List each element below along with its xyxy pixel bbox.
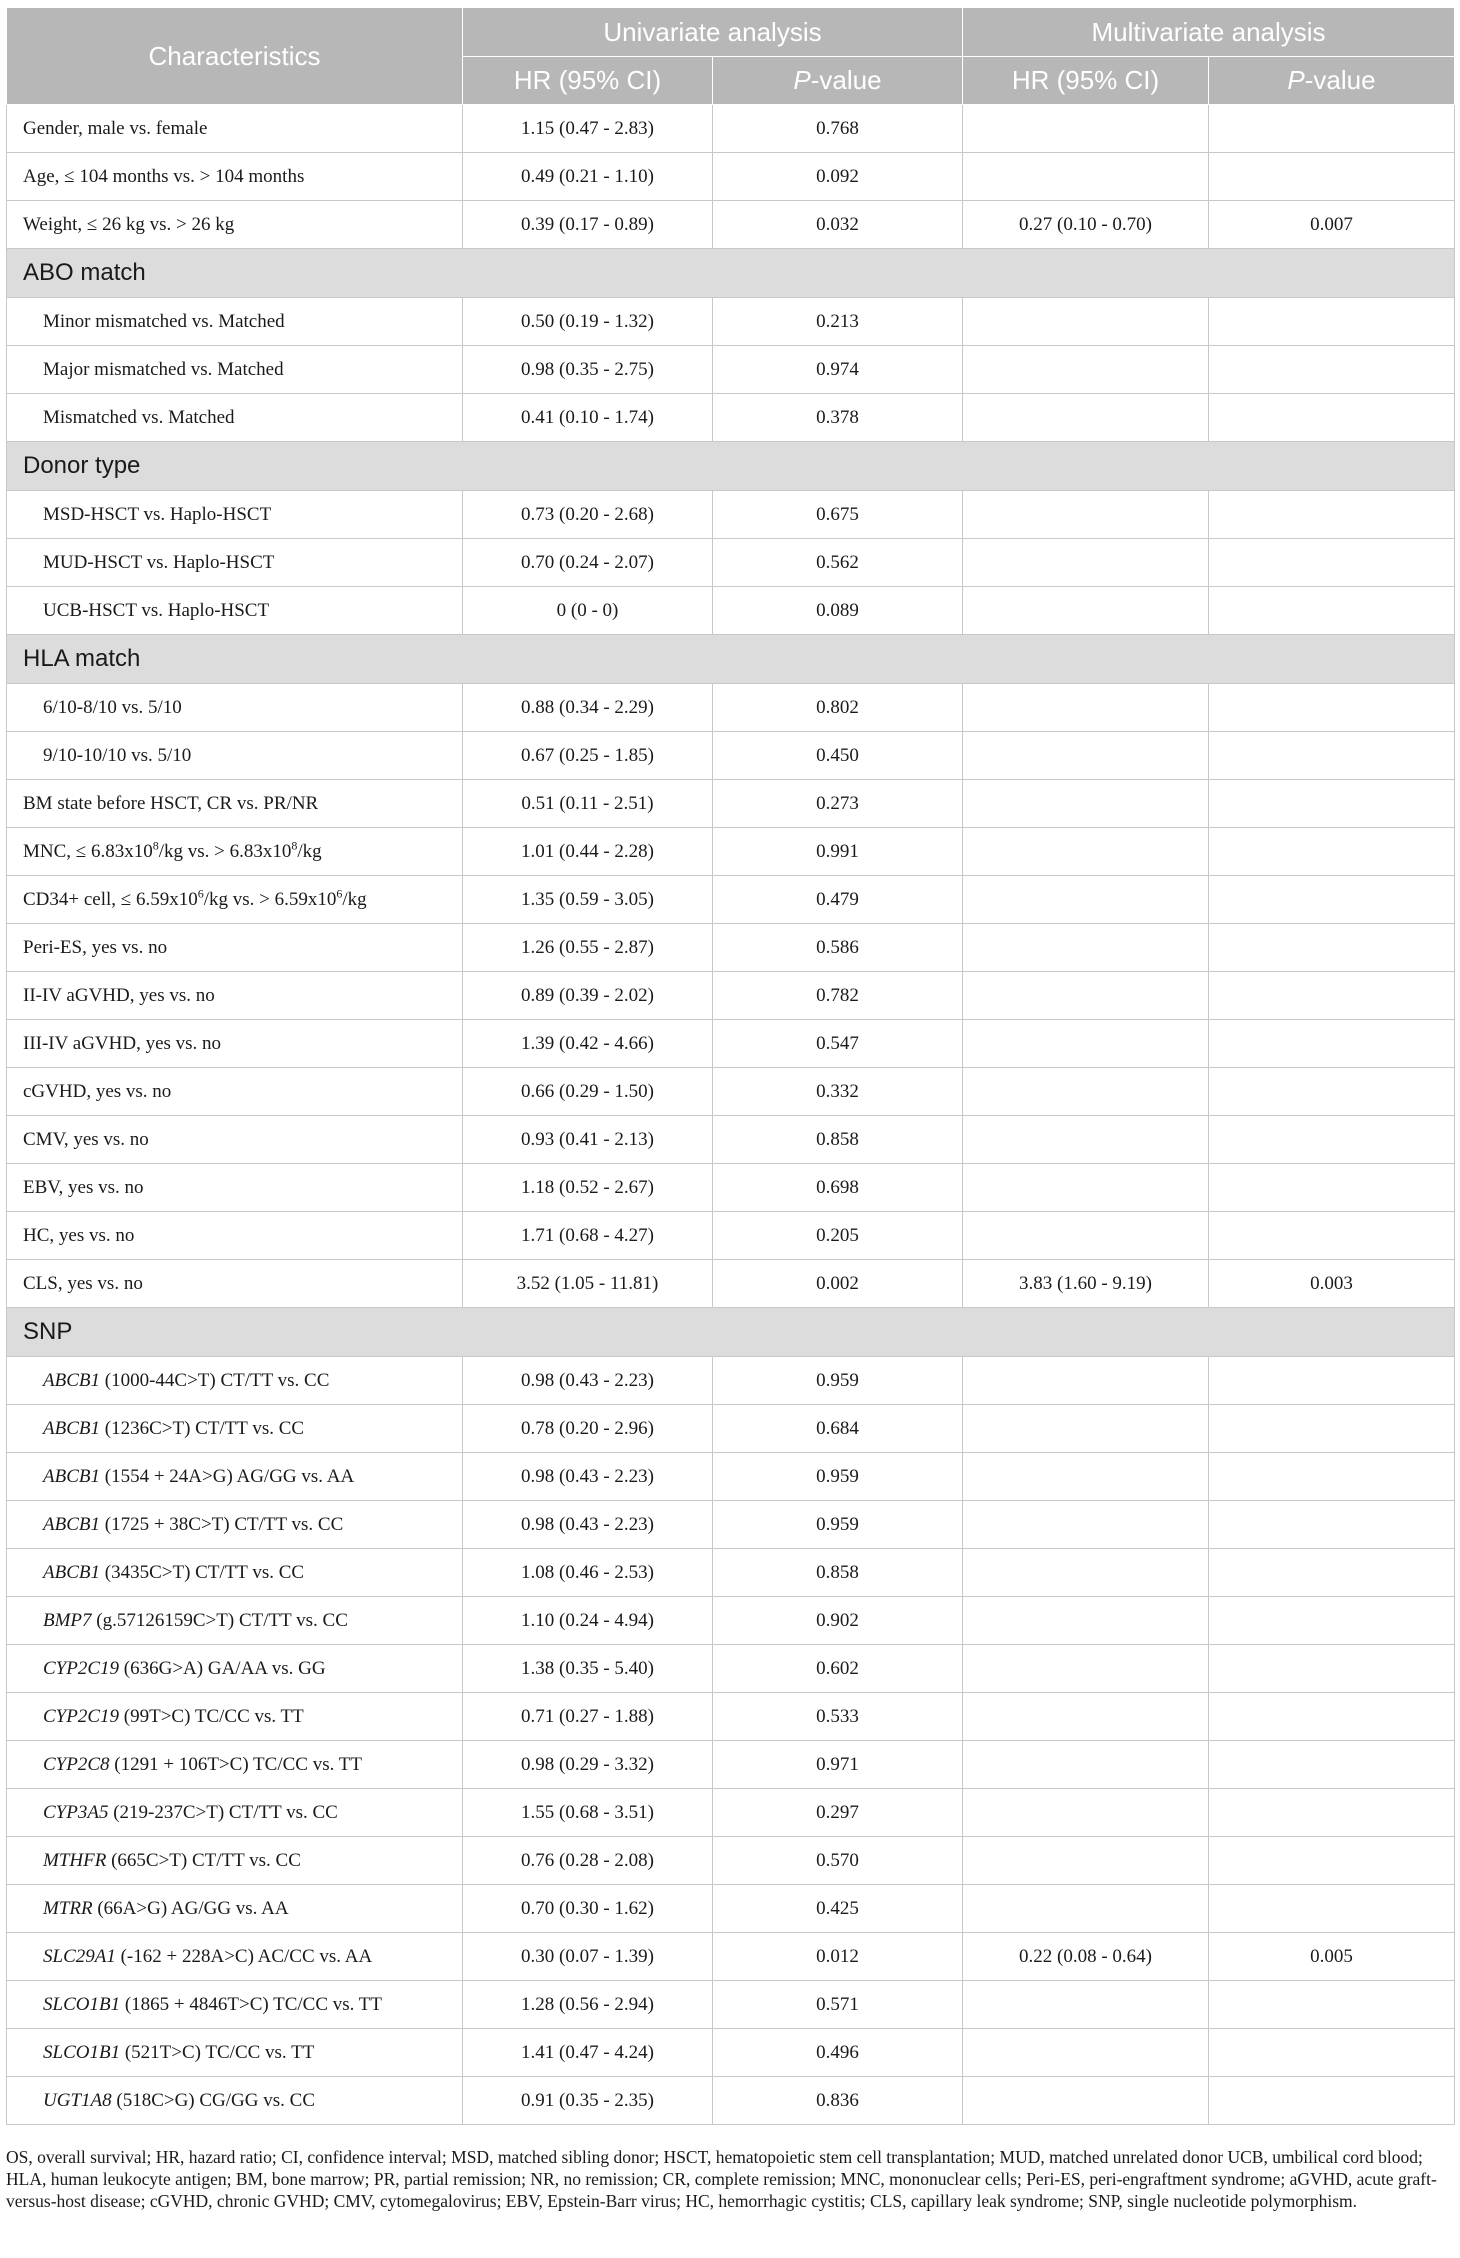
multi-hr	[963, 1693, 1209, 1741]
multi-hr	[963, 346, 1209, 394]
section-hla: HLA match	[7, 635, 1455, 684]
table-row	[7, 346, 1455, 394]
uni-p: 0.858	[713, 1549, 963, 1597]
multi-p	[1209, 587, 1455, 635]
snp-row	[7, 1981, 1455, 2029]
multi-hr	[963, 828, 1209, 876]
snp-row	[7, 2029, 1455, 2077]
row-label: MUD-HSCT vs. Haplo-HSCT	[7, 539, 463, 587]
superscript: 8	[152, 838, 159, 853]
multi-hr	[963, 1357, 1209, 1405]
gene-name: ABCB1	[43, 1513, 100, 1535]
header-uni-hr: HR (95% CI)	[463, 57, 713, 105]
footnote: OS, overall survival; HR, hazard ratio; CI, confidence interval; MSD, matched sibling donor; HSCT, hematopoietic stem cell transplantation; MUD, matched unrelated donor UCB, umbilical cord blood; HLA, human leukocyte antigen; BM, bone marrow; PR, partial remission; NR, no remission; CR, complete remission; MNC, mononuclear cells; Peri-ES, peri-engraftment syndrome; aGVHD, acute graft-versus-host disease; cGVHD, chronic GVHD; CMV, cytomegalovirus; EBV, Epstein-Barr virus; HC, hemorrhagic cystitis; CLS, capillary leak syndrome; SNP, single nucleotide polymorphism.	[6, 2147, 1437, 2211]
row-label: Minor mismatched vs. Matched	[7, 298, 463, 346]
row-label	[7, 1453, 463, 1501]
multi-hr	[963, 1020, 1209, 1068]
p-italic: P	[793, 65, 811, 95]
multi-p	[1209, 1549, 1455, 1597]
multi-p	[1209, 924, 1455, 972]
uni-hr: 0.50 (0.19 - 1.32)	[463, 298, 713, 346]
multi-p	[1209, 1453, 1455, 1501]
uni-p: 0.012	[713, 1933, 963, 1981]
row-label	[7, 1597, 463, 1645]
multi-hr	[963, 587, 1209, 635]
row-label	[7, 2029, 463, 2077]
table-row	[7, 539, 1455, 587]
multi-p	[1209, 1837, 1455, 1885]
uni-p: 0.858	[713, 1116, 963, 1164]
multi-hr	[963, 780, 1209, 828]
uni-p: 0.571	[713, 1981, 963, 2029]
multi-hr	[963, 394, 1209, 442]
multi-hr	[963, 1741, 1209, 1789]
section-donor: Donor type	[7, 442, 1455, 491]
table-row	[7, 780, 1455, 828]
table-row	[7, 876, 1455, 924]
multi-p	[1209, 972, 1455, 1020]
label-part: /kg	[342, 888, 367, 910]
uni-p: 0.959	[713, 1453, 963, 1501]
variant-desc: (3435C>T) CT/TT vs. CC	[100, 1561, 305, 1583]
label-part: MNC, ≤ 6.83x10	[23, 840, 153, 862]
row-label: 9/10-10/10 vs. 5/10	[7, 732, 463, 780]
multi-p	[1209, 1789, 1455, 1837]
uni-hr: 0.71 (0.27 - 1.88)	[463, 1693, 713, 1741]
header-row	[7, 8, 1455, 57]
uni-p: 0.092	[713, 153, 963, 201]
multi-p	[1209, 1741, 1455, 1789]
multi-hr	[963, 1501, 1209, 1549]
gene-name: CYP2C8	[43, 1753, 110, 1775]
multi-hr	[963, 1981, 1209, 2029]
section-snp: SNP	[7, 1308, 1455, 1357]
uni-p: 0.684	[713, 1405, 963, 1453]
row-label: Major mismatched vs. Matched	[7, 346, 463, 394]
uni-p: 0.974	[713, 346, 963, 394]
row-label	[7, 1837, 463, 1885]
uni-p: 0.586	[713, 924, 963, 972]
variant-desc: (521T>C) TC/CC vs. TT	[120, 2041, 315, 2063]
uni-hr: 0.49 (0.21 - 1.10)	[463, 153, 713, 201]
multi-hr	[963, 539, 1209, 587]
multi-p	[1209, 1597, 1455, 1645]
uni-hr: 1.38 (0.35 - 5.40)	[463, 1645, 713, 1693]
table-row	[7, 972, 1455, 1020]
uni-hr: 0.66 (0.29 - 1.50)	[463, 1068, 713, 1116]
multi-p	[1209, 1116, 1455, 1164]
uni-p: 0.768	[713, 105, 963, 153]
table-row	[7, 924, 1455, 972]
variant-desc: (99T>C) TC/CC vs. TT	[119, 1705, 304, 1727]
multi-hr	[963, 1116, 1209, 1164]
p-rest: -value	[810, 65, 882, 95]
gene-name: UGT1A8	[43, 2089, 112, 2111]
gene-name: BMP7	[43, 1609, 92, 1631]
row-label	[7, 2077, 463, 2125]
uni-p: 0.273	[713, 780, 963, 828]
snp-row	[7, 1549, 1455, 1597]
uni-p: 0.533	[713, 1693, 963, 1741]
uni-hr: 1.71 (0.68 - 4.27)	[463, 1212, 713, 1260]
uni-p: 0.836	[713, 2077, 963, 2125]
superscript: 6	[197, 886, 204, 901]
multi-hr	[963, 105, 1209, 153]
uni-hr: 0.98 (0.35 - 2.75)	[463, 346, 713, 394]
gene-name: ABCB1	[43, 1465, 100, 1487]
gene-name: CYP3A5	[43, 1801, 109, 1823]
snp-rows	[7, 1357, 1455, 2125]
table-row	[7, 394, 1455, 442]
row-label	[7, 876, 463, 924]
row-label: BM state before HSCT, CR vs. PR/NR	[7, 780, 463, 828]
header-univariate: Univariate analysis	[463, 8, 963, 57]
multi-hr	[963, 1405, 1209, 1453]
gene-name: ABCB1	[43, 1417, 100, 1439]
row-label	[7, 1741, 463, 1789]
row-label: 6/10-8/10 vs. 5/10	[7, 684, 463, 732]
table-row	[7, 105, 1455, 153]
snp-row	[7, 1357, 1455, 1405]
row-label: Mismatched vs. Matched	[7, 394, 463, 442]
multi-p	[1209, 732, 1455, 780]
multi-hr	[963, 1549, 1209, 1597]
row-label: UCB-HSCT vs. Haplo-HSCT	[7, 587, 463, 635]
variant-desc: (518C>G) CG/GG vs. CC	[111, 2089, 315, 2111]
uni-hr: 0.88 (0.34 - 2.29)	[463, 684, 713, 732]
table-row	[7, 201, 1455, 249]
row-label	[7, 1549, 463, 1597]
multi-hr	[963, 1885, 1209, 1933]
table-row	[7, 298, 1455, 346]
multi-hr	[963, 153, 1209, 201]
variant-desc: (219-237C>T) CT/TT vs. CC	[108, 1801, 338, 1823]
gene-name: MTRR	[43, 1897, 93, 1919]
row-label	[7, 828, 463, 876]
uni-p: 0.802	[713, 684, 963, 732]
row-label	[7, 1789, 463, 1837]
uni-p: 0.959	[713, 1501, 963, 1549]
uni-p: 0.297	[713, 1789, 963, 1837]
multi-p	[1209, 1501, 1455, 1549]
multi-p	[1209, 539, 1455, 587]
uni-p: 0.570	[713, 1837, 963, 1885]
multi-hr	[963, 1837, 1209, 1885]
multi-hr	[963, 876, 1209, 924]
table-row	[7, 1116, 1455, 1164]
variant-desc: (g.57126159C>T) CT/TT vs. CC	[91, 1609, 348, 1631]
section-row	[7, 249, 1455, 298]
multi-p	[1209, 1693, 1455, 1741]
snp-row	[7, 1741, 1455, 1789]
table-row	[7, 587, 1455, 635]
section-row	[7, 1308, 1455, 1357]
gene-name: SLCO1B1	[43, 2041, 121, 2063]
multi-hr: 3.83 (1.60 - 9.19)	[963, 1260, 1209, 1308]
uni-hr: 0.39 (0.17 - 0.89)	[463, 201, 713, 249]
snp-row	[7, 2077, 1455, 2125]
uni-hr: 0.98 (0.43 - 2.23)	[463, 1501, 713, 1549]
row-label: HC, yes vs. no	[7, 1212, 463, 1260]
uni-hr: 1.10 (0.24 - 4.94)	[463, 1597, 713, 1645]
row-label	[7, 1885, 463, 1933]
uni-p: 0.479	[713, 876, 963, 924]
table-row	[7, 1260, 1455, 1308]
uni-hr: 3.52 (1.05 - 11.81)	[463, 1260, 713, 1308]
uni-hr: 0 (0 - 0)	[463, 587, 713, 635]
section-abo: ABO match	[7, 249, 1455, 298]
gene-name: CYP2C19	[43, 1657, 120, 1679]
multi-p	[1209, 1020, 1455, 1068]
uni-hr: 0.93 (0.41 - 2.13)	[463, 1116, 713, 1164]
multi-p	[1209, 346, 1455, 394]
uni-hr: 0.70 (0.30 - 1.62)	[463, 1885, 713, 1933]
label-part: CD34+ cell, ≤ 6.59x10	[23, 888, 198, 910]
gene-name: MTHFR	[43, 1849, 107, 1871]
uni-hr: 1.15 (0.47 - 2.83)	[463, 105, 713, 153]
p-rest: -value	[1304, 65, 1376, 95]
uni-p: 0.425	[713, 1885, 963, 1933]
multi-p	[1209, 105, 1455, 153]
multi-p	[1209, 298, 1455, 346]
variant-desc: (1554 + 24A>G) AG/GG vs. AA	[100, 1465, 355, 1487]
table-row	[7, 1068, 1455, 1116]
multi-p	[1209, 1405, 1455, 1453]
multi-p: 0.007	[1209, 201, 1455, 249]
row-label: cGVHD, yes vs. no	[7, 1068, 463, 1116]
label-part: /kg	[297, 840, 322, 862]
multi-hr	[963, 924, 1209, 972]
multi-p	[1209, 780, 1455, 828]
multi-p	[1209, 1885, 1455, 1933]
multi-hr	[963, 1164, 1209, 1212]
variant-desc: (66A>G) AG/GG vs. AA	[92, 1897, 289, 1919]
uni-p: 0.378	[713, 394, 963, 442]
uni-hr: 1.28 (0.56 - 2.94)	[463, 1981, 713, 2029]
header-multi-hr: HR (95% CI)	[963, 57, 1209, 105]
snp-row	[7, 1501, 1455, 1549]
row-label	[7, 1645, 463, 1693]
table-row	[7, 828, 1455, 876]
row-label: III-IV aGVHD, yes vs. no	[7, 1020, 463, 1068]
uni-hr: 0.89 (0.39 - 2.02)	[463, 972, 713, 1020]
row-label: CLS, yes vs. no	[7, 1260, 463, 1308]
superscript: 6	[336, 886, 343, 901]
uni-hr: 0.98 (0.43 - 2.23)	[463, 1453, 713, 1501]
uni-hr: 0.98 (0.43 - 2.23)	[463, 1357, 713, 1405]
uni-p: 0.902	[713, 1597, 963, 1645]
multi-hr	[963, 2077, 1209, 2125]
uni-hr: 0.67 (0.25 - 1.85)	[463, 732, 713, 780]
multi-p	[1209, 394, 1455, 442]
table-row	[7, 1020, 1455, 1068]
uni-hr: 1.55 (0.68 - 3.51)	[463, 1789, 713, 1837]
uni-hr: 0.30 (0.07 - 1.39)	[463, 1933, 713, 1981]
multi-p	[1209, 828, 1455, 876]
uni-hr: 1.08 (0.46 - 2.53)	[463, 1549, 713, 1597]
multi-p	[1209, 2077, 1455, 2125]
row-label	[7, 1693, 463, 1741]
uni-p: 0.562	[713, 539, 963, 587]
row-label: CMV, yes vs. no	[7, 1116, 463, 1164]
table-row	[7, 732, 1455, 780]
multi-p: 0.005	[1209, 1933, 1455, 1981]
uni-hr: 1.41 (0.47 - 4.24)	[463, 2029, 713, 2077]
multi-hr	[963, 1597, 1209, 1645]
table-row	[7, 684, 1455, 732]
uni-p: 0.032	[713, 201, 963, 249]
variant-desc: (636G>A) GA/AA vs. GG	[119, 1657, 326, 1679]
gene-name: CYP2C19	[43, 1705, 120, 1727]
uni-hr: 1.01 (0.44 - 2.28)	[463, 828, 713, 876]
header-multi-p	[1209, 57, 1455, 105]
uni-p: 0.602	[713, 1645, 963, 1693]
multi-hr	[963, 684, 1209, 732]
gene-name: SLCO1B1	[43, 1993, 121, 2015]
multi-hr	[963, 1645, 1209, 1693]
uni-p: 0.959	[713, 1357, 963, 1405]
uni-hr: 0.78 (0.20 - 2.96)	[463, 1405, 713, 1453]
multi-hr	[963, 1068, 1209, 1116]
section-row	[7, 635, 1455, 684]
variant-desc: (1725 + 38C>T) CT/TT vs. CC	[100, 1513, 344, 1535]
multi-p	[1209, 1357, 1455, 1405]
multi-p	[1209, 876, 1455, 924]
section-row	[7, 442, 1455, 491]
label-part: /kg vs. > 6.83x10	[158, 840, 292, 862]
row-label	[7, 1357, 463, 1405]
gene-name: ABCB1	[43, 1369, 100, 1391]
multi-p	[1209, 1164, 1455, 1212]
uni-p: 0.971	[713, 1741, 963, 1789]
multi-hr	[963, 1453, 1209, 1501]
p-italic: P	[1287, 65, 1305, 95]
multi-p	[1209, 1981, 1455, 2029]
row-label: EBV, yes vs. no	[7, 1164, 463, 1212]
uni-p: 0.002	[713, 1260, 963, 1308]
uni-p: 0.547	[713, 1020, 963, 1068]
label-part: /kg vs. > 6.59x10	[203, 888, 337, 910]
uni-p: 0.496	[713, 2029, 963, 2077]
multi-hr: 0.27 (0.10 - 0.70)	[963, 201, 1209, 249]
gene-name: ABCB1	[43, 1561, 100, 1583]
variant-desc: (1236C>T) CT/TT vs. CC	[100, 1417, 305, 1439]
multi-hr	[963, 1789, 1209, 1837]
row-label	[7, 1981, 463, 2029]
table-row	[7, 1212, 1455, 1260]
uni-hr: 1.35 (0.59 - 3.05)	[463, 876, 713, 924]
uni-hr: 1.39 (0.42 - 4.66)	[463, 1020, 713, 1068]
multi-hr: 0.22 (0.08 - 0.64)	[963, 1933, 1209, 1981]
snp-row	[7, 1645, 1455, 1693]
multi-hr	[963, 732, 1209, 780]
multi-p	[1209, 1212, 1455, 1260]
uni-p: 0.089	[713, 587, 963, 635]
table-row	[7, 491, 1455, 539]
multi-hr	[963, 298, 1209, 346]
multi-p	[1209, 1068, 1455, 1116]
multi-p: 0.003	[1209, 1260, 1455, 1308]
row-label: Peri-ES, yes vs. no	[7, 924, 463, 972]
gene-name: SLC29A1	[43, 1945, 116, 1967]
uni-p: 0.675	[713, 491, 963, 539]
header-uni-p	[713, 57, 963, 105]
variant-desc: (-162 + 228A>C) AC/CC vs. AA	[115, 1945, 373, 1967]
multi-hr	[963, 491, 1209, 539]
uni-hr: 1.26 (0.55 - 2.87)	[463, 924, 713, 972]
uni-hr: 0.76 (0.28 - 2.08)	[463, 1837, 713, 1885]
row-label: Gender, male vs. female	[7, 105, 463, 153]
row-label: MSD-HSCT vs. Haplo-HSCT	[7, 491, 463, 539]
snp-row	[7, 1597, 1455, 1645]
snp-row	[7, 1885, 1455, 1933]
uni-hr: 0.70 (0.24 - 2.07)	[463, 539, 713, 587]
uni-hr: 0.41 (0.10 - 1.74)	[463, 394, 713, 442]
snp-row	[7, 1405, 1455, 1453]
row-label	[7, 1933, 463, 1981]
multi-hr	[963, 2029, 1209, 2077]
row-label	[7, 1501, 463, 1549]
multi-p	[1209, 153, 1455, 201]
results-table	[6, 7, 1455, 2125]
multi-p	[1209, 684, 1455, 732]
uni-p: 0.698	[713, 1164, 963, 1212]
uni-p: 0.450	[713, 732, 963, 780]
uni-p: 0.213	[713, 298, 963, 346]
uni-p: 0.332	[713, 1068, 963, 1116]
uni-p: 0.782	[713, 972, 963, 1020]
row-label: Weight, ≤ 26 kg vs. > 26 kg	[7, 201, 463, 249]
uni-hr: 1.18 (0.52 - 2.67)	[463, 1164, 713, 1212]
snp-row	[7, 1837, 1455, 1885]
row-label: Age, ≤ 104 months vs. > 104 months	[7, 153, 463, 201]
variant-desc: (665C>T) CT/TT vs. CC	[106, 1849, 301, 1871]
snp-row	[7, 1933, 1455, 1981]
multi-hr	[963, 972, 1209, 1020]
multi-hr	[963, 1212, 1209, 1260]
uni-hr: 0.51 (0.11 - 2.51)	[463, 780, 713, 828]
multi-p	[1209, 491, 1455, 539]
uni-hr: 0.91 (0.35 - 2.35)	[463, 2077, 713, 2125]
uni-p: 0.991	[713, 828, 963, 876]
uni-hr: 0.98 (0.29 - 3.32)	[463, 1741, 713, 1789]
variant-desc: (1000-44C>T) CT/TT vs. CC	[100, 1369, 330, 1391]
multi-p	[1209, 1645, 1455, 1693]
header-multivariate: Multivariate analysis	[963, 8, 1455, 57]
snp-row	[7, 1453, 1455, 1501]
variant-desc: (1291 + 106T>C) TC/CC vs. TT	[109, 1753, 362, 1775]
multi-p	[1209, 2029, 1455, 2077]
table-row	[7, 1164, 1455, 1212]
snp-row	[7, 1789, 1455, 1837]
variant-desc: (1865 + 4846T>C) TC/CC vs. TT	[120, 1993, 383, 2015]
uni-p: 0.205	[713, 1212, 963, 1260]
superscript: 8	[291, 838, 298, 853]
row-label	[7, 1405, 463, 1453]
row-label: II-IV aGVHD, yes vs. no	[7, 972, 463, 1020]
snp-row	[7, 1693, 1455, 1741]
table-row	[7, 153, 1455, 201]
header-characteristics: Characteristics	[7, 8, 463, 105]
uni-hr: 0.73 (0.20 - 2.68)	[463, 491, 713, 539]
